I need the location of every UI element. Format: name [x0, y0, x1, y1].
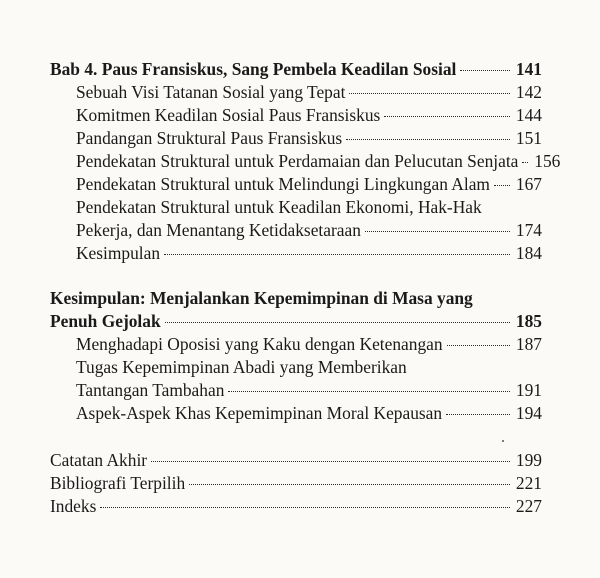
subentry-page: 144 [515, 105, 542, 125]
spacer [50, 265, 542, 287]
subentry-label-line1[interactable]: Tugas Kepemimpinan Abadi yang Memberikan [76, 357, 407, 377]
subentry-page: 187 [515, 334, 542, 354]
backmatter-label: Bibliografi Terpilih [50, 473, 186, 493]
dot-leader [446, 414, 510, 415]
subentry-page: 142 [515, 82, 542, 102]
dot-leader [365, 231, 510, 232]
dot-leader [165, 322, 510, 323]
chapter-4-page: 141 [515, 59, 542, 79]
dot-leader [189, 484, 510, 485]
toc-subentry[interactable] [50, 150, 561, 173]
toc-subentry[interactable] [50, 333, 542, 356]
subentry-label: Aspek-Aspek Khas Kepemimpinan Moral Kepausan [76, 403, 443, 423]
toc-subentry[interactable] [50, 81, 542, 104]
subentry-page: 151 [515, 128, 542, 148]
subentry-label-line2: Pekerja, dan Menantang Ketidaksetaraan [76, 220, 361, 240]
subentry-page: 174 [515, 220, 542, 240]
dot-leader [151, 461, 510, 462]
backmatter-label: Indeks [50, 496, 97, 516]
toc-subentry[interactable] [50, 127, 542, 150]
conclusion-title-line2: Penuh Gejolak [50, 311, 161, 331]
dot-leader [460, 70, 510, 71]
subentry-label: Menghadapi Oposisi yang Kaku dengan Ketenangan [76, 334, 443, 354]
dot-leader [384, 116, 510, 117]
subentry-page: 156 [534, 151, 561, 171]
backmatter-entry[interactable] [50, 449, 542, 472]
chapter-4-title: Bab 4. Paus Fransiskus, Sang Pembela Keadilan Sosial [50, 59, 457, 79]
conclusion-page: 185 [515, 311, 542, 331]
subentry-label: Sebuah Visi Tatanan Sosial yang Tepat [76, 82, 346, 102]
backmatter-entry[interactable] [50, 472, 542, 495]
conclusion-title-line1[interactable]: Kesimpulan: Menjalankan Kepemimpinan di Masa yang [50, 288, 473, 308]
dot-leader [346, 139, 510, 140]
dot-leader [349, 93, 510, 94]
subentry-label: Komitmen Keadilan Sosial Paus Fransiskus [76, 105, 381, 125]
backmatter-label: Catatan Akhir [50, 450, 148, 470]
chapter-4-entry[interactable] [50, 58, 542, 81]
toc-subentry[interactable] [50, 173, 542, 196]
subentry-label-line1[interactable]: Pendekatan Struktural untuk Keadilan Ekonomi, Hak-Hak [76, 197, 482, 217]
toc-subentry[interactable] [50, 242, 542, 265]
backmatter-page: 221 [515, 473, 542, 493]
subentry-label: Pendekatan Struktural untuk Melindungi Lingkungan Alam [76, 174, 490, 194]
backmatter-page: 227 [515, 496, 542, 516]
toc-subentry[interactable] [50, 219, 542, 242]
subentry-label: Pandangan Struktural Paus Fransiskus [76, 128, 343, 148]
toc-subentry[interactable] [50, 379, 542, 402]
paper-speck [502, 440, 504, 442]
backmatter-page: 199 [515, 450, 542, 470]
dot-leader [228, 391, 510, 392]
subentry-label-line2: Tantangan Tambahan [76, 380, 225, 400]
dot-leader [164, 254, 510, 255]
subentry-page: 194 [515, 403, 542, 423]
subentry-label: Kesimpulan [76, 243, 161, 263]
toc-subentry[interactable] [50, 402, 542, 425]
subentry-page: 184 [515, 243, 542, 263]
subentry-page: 191 [515, 380, 542, 400]
table-of-contents [50, 58, 561, 518]
dot-leader [447, 345, 510, 346]
subentry-label: Pendekatan Struktural untuk Perdamaian dan Pelucutan Senjata [76, 151, 519, 171]
spacer [50, 425, 542, 449]
backmatter-entry[interactable] [50, 495, 542, 518]
conclusion-entry[interactable] [50, 310, 542, 333]
dot-leader [100, 507, 510, 508]
toc-subentry[interactable] [50, 104, 542, 127]
dot-leader [522, 162, 528, 163]
dot-leader [494, 185, 510, 186]
subentry-page: 167 [515, 174, 542, 194]
